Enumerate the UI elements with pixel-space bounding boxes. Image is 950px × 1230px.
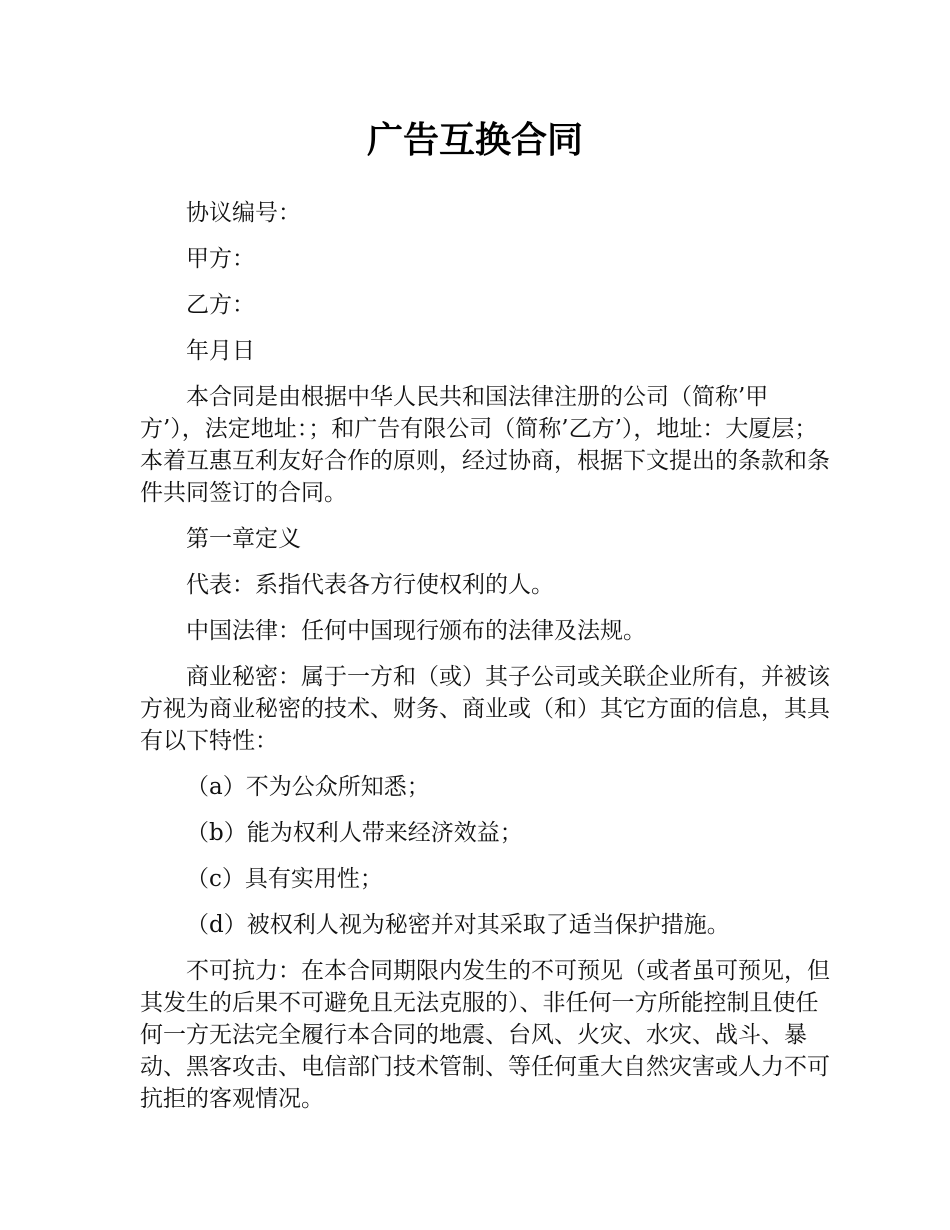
definition-trade-secret: 商业秘密：属于一方和（或）其子公司或关联企业所有，并被该方视为商业秘密的技术、财务、商业或（和）其它方面的信息，其具有以下特性： (140, 664, 830, 754)
trade-secret-item-b: （b）能为权利人带来经济效益； (186, 820, 523, 846)
preamble-paragraph: 本合同是由根据中华人民共和国法律注册的公司（简称’甲方’），法定地址：；和广告有限公司（简称’乙方’），地址：大厦层；本着互惠互利友好合作的原则，经过协商，根据下文提出的条款和条件共同签订的合同。 (140, 384, 830, 506)
chapter-heading: 第一章定义 (186, 526, 301, 552)
agreement-number-field: 协议编号： (186, 200, 301, 226)
trade-secret-item-a: （a）不为公众所知悉； (186, 774, 430, 800)
document-title: 广告互换合同 (366, 120, 583, 161)
trade-secret-item-c: （c）具有实用性； (186, 866, 383, 892)
document-body (140, 197, 830, 1129)
trade-secret-item-d: （d）被权利人视为秘密并对其采取了适当保护措施。 (186, 912, 730, 938)
definition-chinese-law: 中国法律：任何中国现行颁布的法律及法规。 (186, 618, 646, 644)
definition-force-majeure: 不可抗力：在本合同期限内发生的不可预见（或者虽可预见，但其发生的后果不可避免且无法克服的）、非任何一方所能控制且使任何一方无法完全履行本合同的地震、台风、火灾、水灾、战斗、暴动、黑客攻击、电信部门技术管制、等任何重大自然灾害或人力不可抗拒的客观情况。 (140, 958, 830, 1112)
definition-representative: 代表：系指代表各方行使权利的人。 (186, 572, 554, 598)
party-a-field: 甲方： (186, 246, 255, 272)
party-b-field: 乙方： (186, 292, 255, 318)
date-field: 年月日 (186, 338, 255, 364)
